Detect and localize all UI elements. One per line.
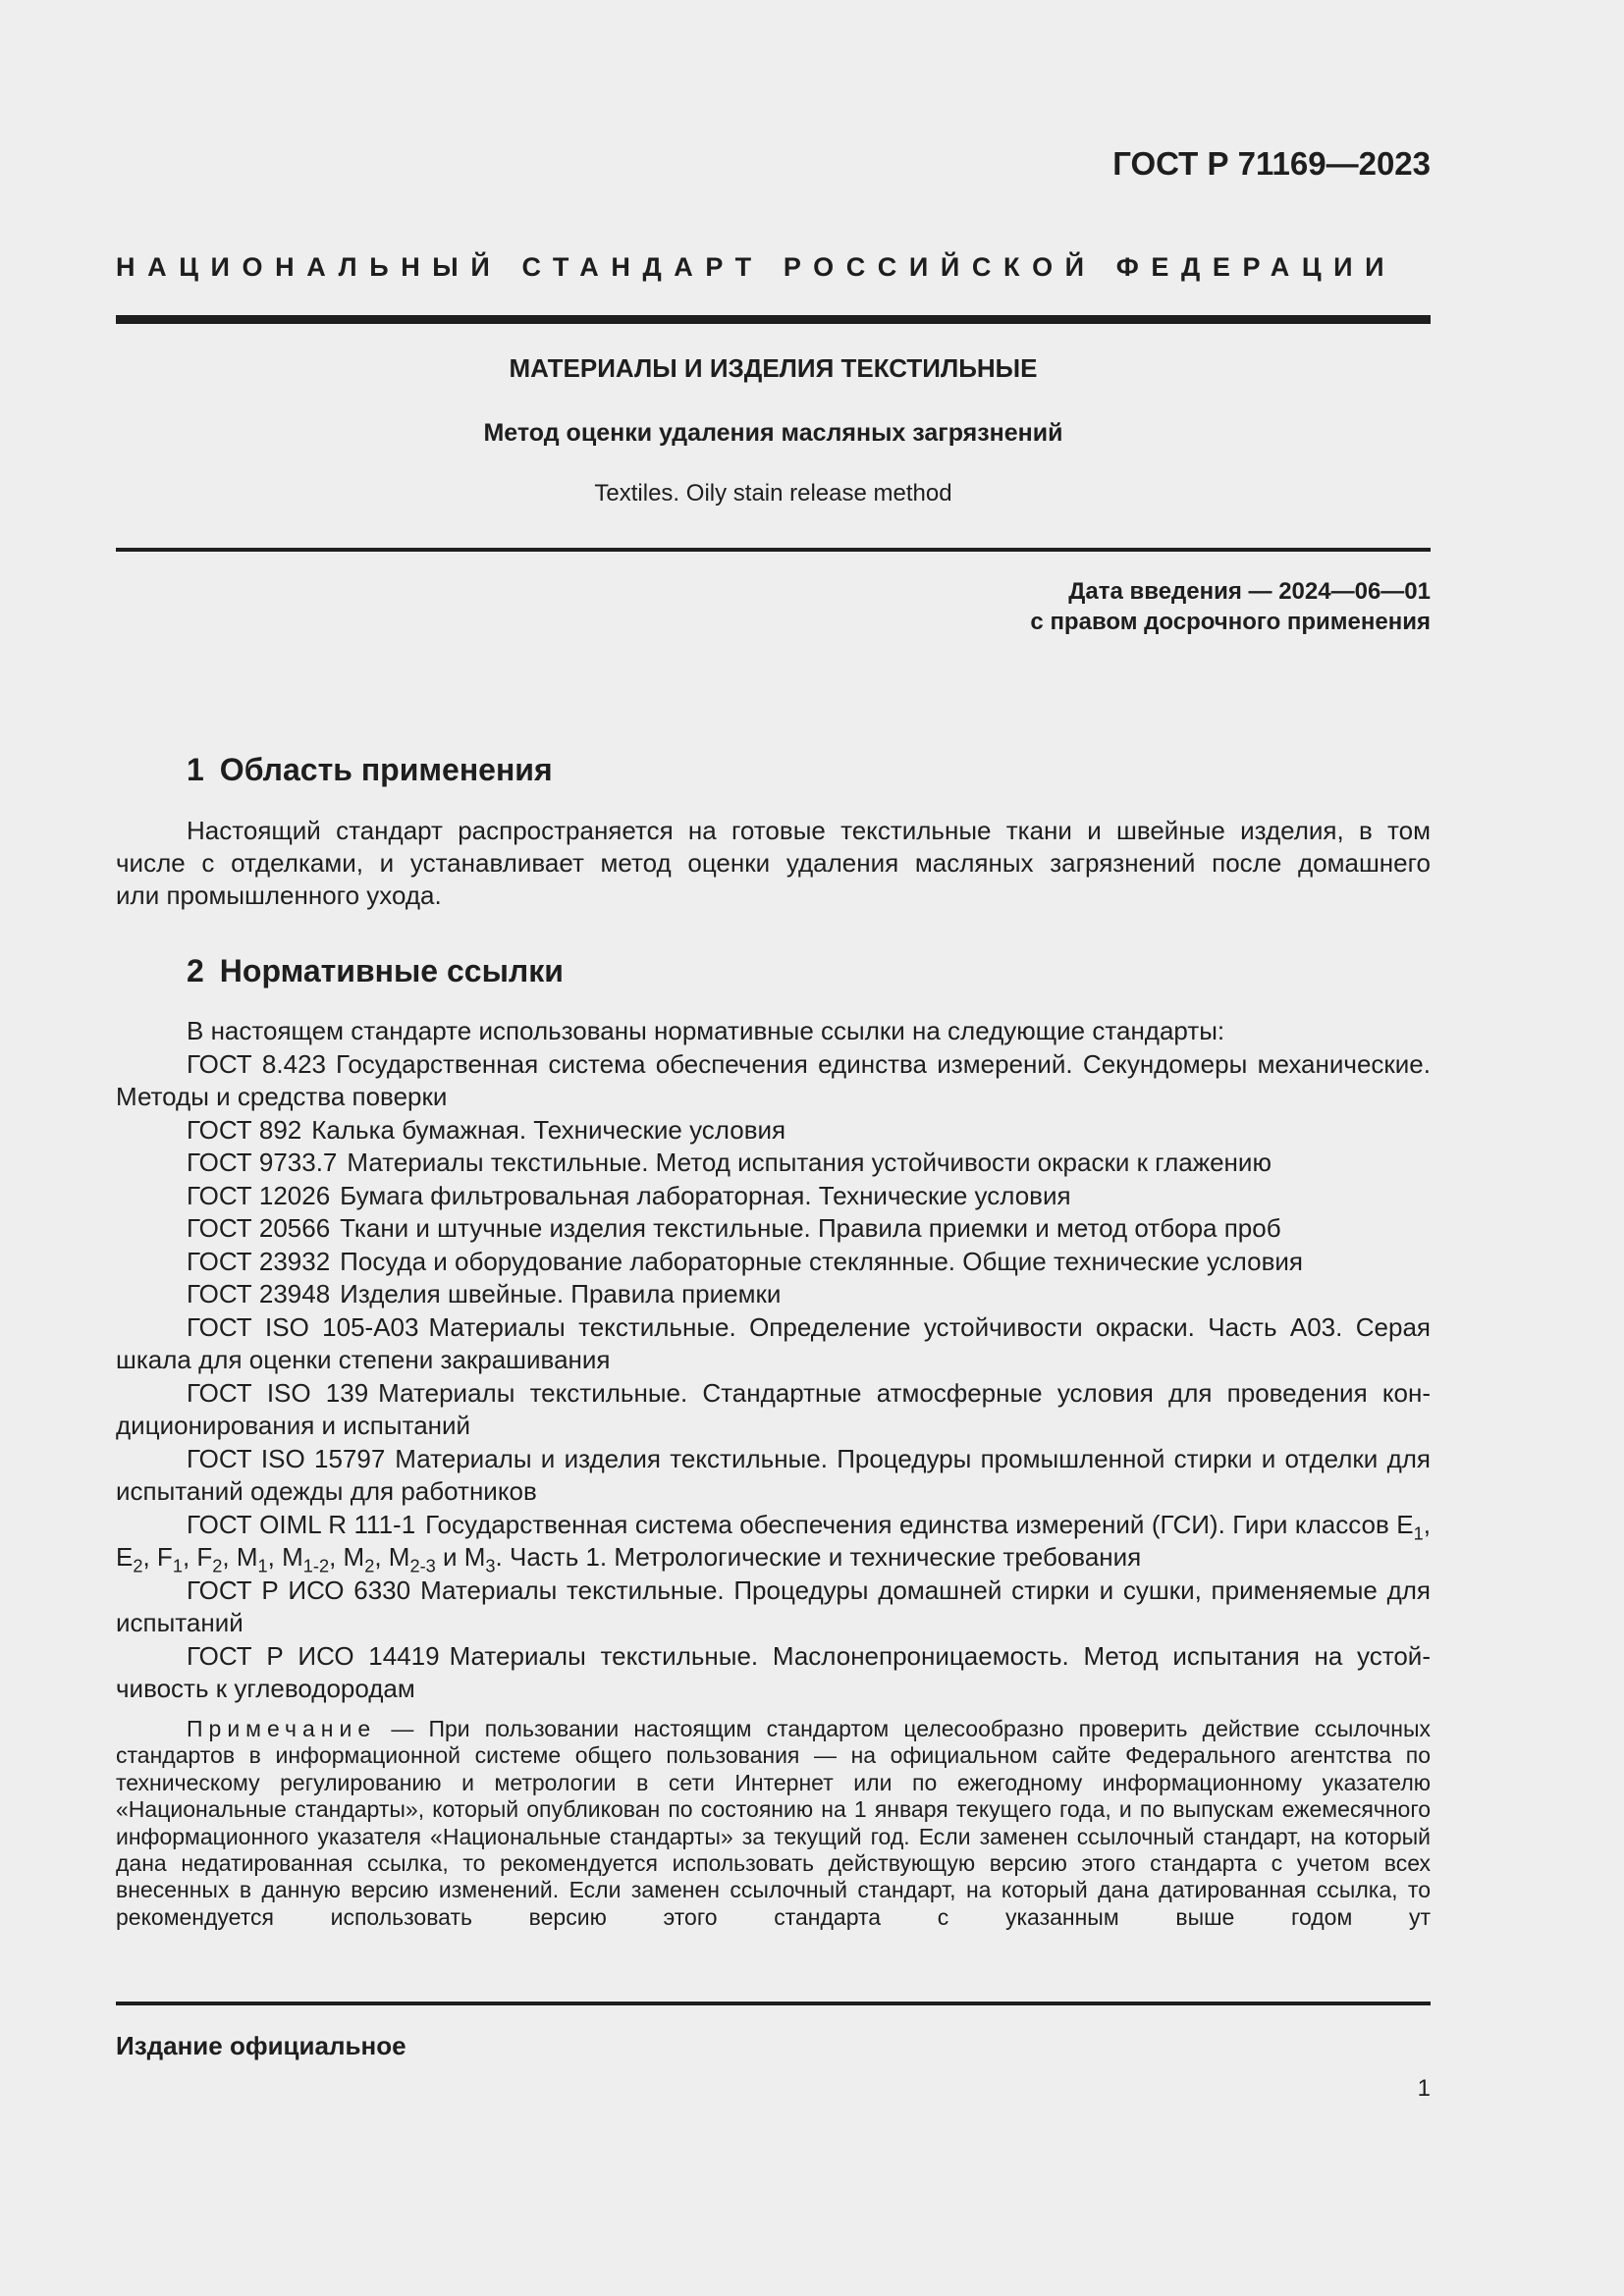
- reference-text: Материалы текстильные. Метод испытания устойчивости окраски к глажению: [347, 1148, 1272, 1177]
- official-edition-label: Издание официальное: [116, 2031, 406, 2060]
- reference-code: ГОСТ 8.423: [187, 1048, 326, 1079]
- reference-item: [116, 1212, 1431, 1246]
- section-number: 1: [187, 752, 204, 787]
- reference-item: [116, 1575, 1431, 1640]
- reference-text: Ткани и штучные изделия текстильные. Правила приемки и метод отбора проб: [340, 1213, 1281, 1243]
- normative-references: [116, 1015, 1431, 1706]
- reference-text: Посуда и оборудование лабораторные стеклянные. Общие технические условия: [340, 1246, 1303, 1276]
- references-intro: В настоящем стандарте использованы нормативные ссылки на следующие стандарты:: [187, 1016, 1225, 1045]
- body-line: или промышленного ухода.: [116, 881, 442, 910]
- section-1-body: [116, 815, 1431, 912]
- reference-code: ГОСТ ISO 105-A03: [187, 1311, 419, 1342]
- reference-item: [116, 1509, 1431, 1575]
- document-english-title: Textiles. Oily stain release method: [594, 480, 952, 507]
- reference-text: Калька бумажная. Технические условия: [311, 1114, 786, 1145]
- weight-classes: $E_1$, $E_2$, $F_1$, $F_2$, $M_1$, $M_{1-2}$, $M_2$, $M_{2-3}$ и $M_3$: [116, 1509, 1431, 1576]
- page-number: 1: [1417, 2075, 1431, 2102]
- reference-code: ГОСТ 20566: [187, 1213, 331, 1243]
- reference-item: [116, 1180, 1431, 1213]
- note-paragraph: [116, 1716, 1431, 1931]
- reference-item: [116, 1278, 1431, 1311]
- early-application-line: с правом досрочного применения: [1030, 609, 1431, 635]
- introduction-date: [1030, 576, 1431, 637]
- title-divider: [116, 548, 1431, 552]
- reference-code: ГОСТ Р ИСО 6330: [187, 1575, 411, 1605]
- national-standard-banner: НАЦИОНАЛЬНЫЙ СТАНДАРТ РОССИЙСКОЙ ФЕДЕРАЦИИ: [116, 252, 1397, 282]
- reference-item: [116, 1246, 1431, 1279]
- reference-code: ГОСТ OIML R 111-1: [187, 1509, 416, 1539]
- reference-code: ГОСТ 23932: [187, 1246, 331, 1276]
- reference-text: Государственная система обеспечения единства измерений (ГСИ). Гири классов: [425, 1509, 1397, 1539]
- reference-item: [116, 1048, 1431, 1114]
- body-line: Настоящий стандарт распространяется на готовые текстильные ткани и швейные изделия, в том: [187, 816, 1431, 845]
- document-number: ГОСТ Р 71169—2023: [1112, 145, 1431, 182]
- section-2-heading: [187, 953, 564, 989]
- reference-code: ГОСТ ISO 15797: [187, 1443, 386, 1473]
- reference-item: [116, 1311, 1431, 1377]
- introduction-date-line: Дата введения — 2024—06—01: [1068, 578, 1431, 605]
- reference-text: Материалы и изделия текстильные. Процедуры промышленной стирки и отделки для испытаний одежды для работников: [116, 1443, 1431, 1506]
- body-line: числе с отделками, и устанавливает метод оценки удаления масляных загрязнений после домашнего: [116, 848, 1431, 878]
- section-title: Нормативные ссылки: [219, 953, 564, 988]
- reference-text: . Часть 1. Метрологические и технические требования: [495, 1542, 1142, 1572]
- thick-divider: [116, 315, 1431, 324]
- note-text: — При пользовании настоящим стандартом целесообразно проверить действие ссылочных стандартов в информационной системе общего пользования — на официальном сайте Федерального агентства по техническому регулированию и метрологии в сети Интернет или по ежегодному информационному указателю «Национальные стандарты», который опубликован по состоянию на 1 января текущего года, и по выпускам ежемесячного информационного указателя «Национальные стандарты» за текущий год. Если заменен ссылочный стандарт, на который дана недатированная ссылка, то рекомендуется использовать действующую версию этого стандарта с учетом всех внесенных в данную версию изменений. Если заменен ссылочный стандарт, на который дана датированная ссылка, то рекомендуется использовать версию этого стандарта с указанным выше годом ут: [116, 1716, 1432, 1930]
- reference-item: [116, 1377, 1431, 1443]
- reference-text: Государственная система обеспечения единства измерений. Секундомеры механические. Методы и средства поверки: [116, 1048, 1431, 1111]
- reference-text: Изделия швейные. Правила приемки: [340, 1279, 782, 1308]
- reference-text: Материалы текстильные. Маслонепроницаемость. Метод испытания на устойчивость к углеводородам: [116, 1640, 1431, 1703]
- reference-code: ГОСТ ISO 139: [187, 1377, 369, 1408]
- reference-text: Материалы текстильные. Стандартные атмосферные условия для проведения кондиционирования и испытаний: [116, 1377, 1431, 1440]
- reference-item: [116, 1640, 1431, 1706]
- reference-item: [116, 1147, 1431, 1180]
- document-title: МАТЕРИАЛЫ И ИЗДЕЛИЯ ТЕКСТИЛЬНЫЕ: [509, 353, 1038, 383]
- document-subtitle: Метод оценки удаления масляных загрязнений: [483, 419, 1063, 447]
- reference-code: ГОСТ 12026: [187, 1180, 331, 1210]
- reference-code: ГОСТ 9733.7: [187, 1148, 338, 1177]
- footer-divider: [116, 2002, 1431, 2005]
- section-number: 2: [187, 953, 204, 988]
- reference-item: [116, 1114, 1431, 1148]
- reference-code: ГОСТ Р ИСО 14419: [187, 1640, 440, 1671]
- reference-code: ГОСТ 23948: [187, 1279, 331, 1308]
- reference-item: [116, 1443, 1431, 1509]
- section-title: Область применения: [219, 752, 553, 787]
- reference-code: ГОСТ 892: [187, 1114, 302, 1145]
- section-1-heading: [187, 752, 553, 788]
- reference-text: Бумага фильтровальная лабораторная. Технические условия: [340, 1180, 1071, 1210]
- reference-text: Материалы текстильные. Процедуры домашней стирки и сушки, применяемые для испытаний: [116, 1575, 1431, 1637]
- note-label: Примечание: [187, 1716, 377, 1741]
- reference-text: Материалы текстильные. Определение устойчивости окраски. Часть А03. Серая шкала для оценки степени закрашивания: [116, 1311, 1431, 1374]
